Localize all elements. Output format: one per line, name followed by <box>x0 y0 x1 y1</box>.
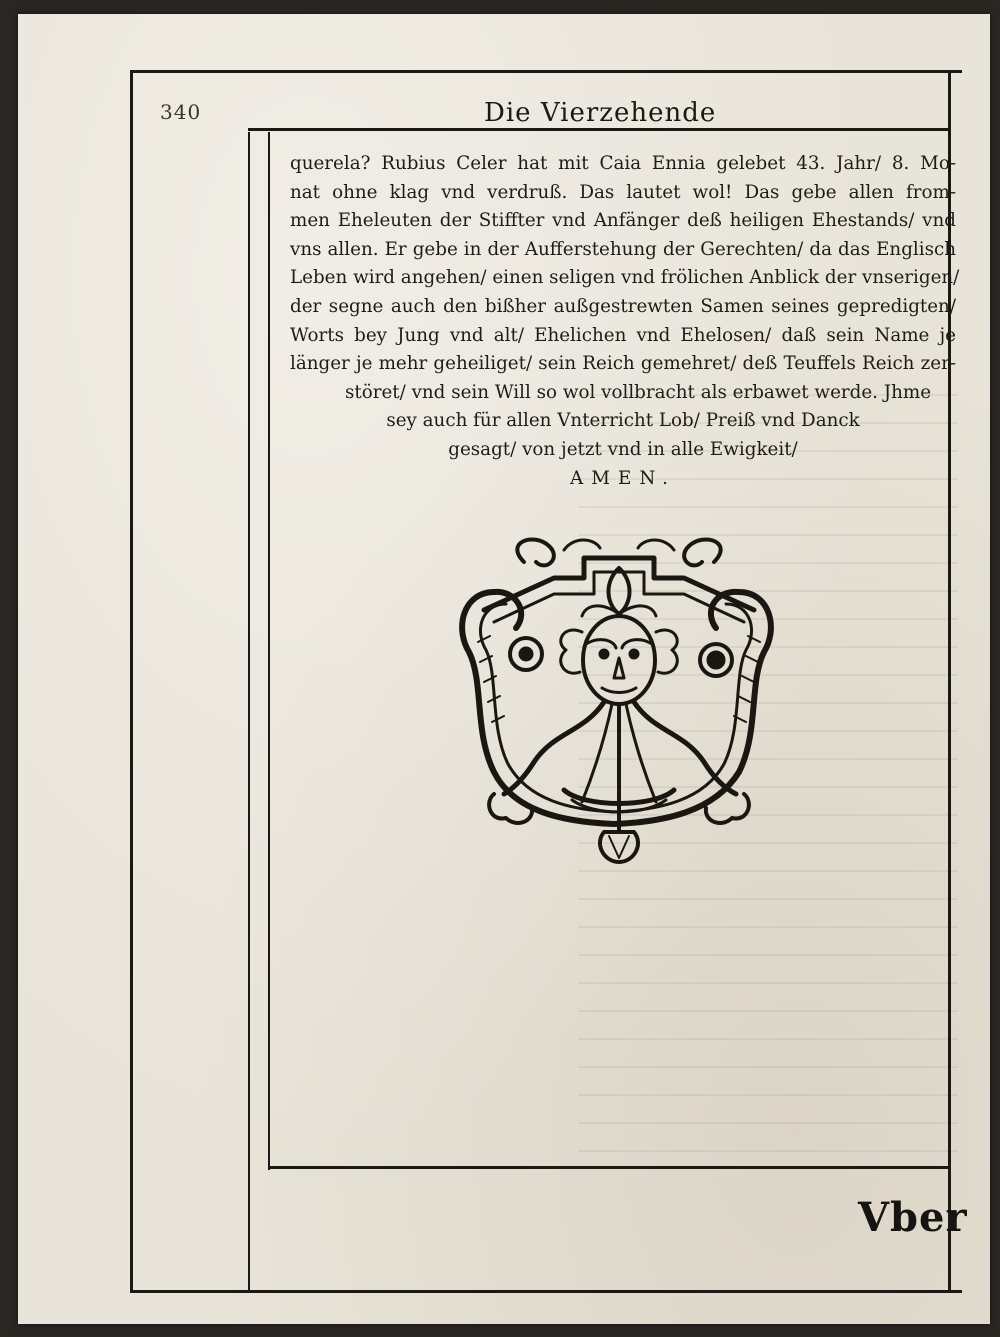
text-line: störet/ vnd sein Will so wol vollbracht als erbawet werde. Jhme <box>344 381 932 403</box>
margin-column-rule <box>268 132 270 1170</box>
running-title: Die Vierzehende <box>484 98 717 128</box>
book-page <box>18 14 990 1324</box>
header-rule <box>248 128 948 131</box>
frame-top-rule <box>130 70 962 73</box>
text-line: sey auch für allen Vnterricht Lob/ Preiß vnd Danck <box>386 410 860 432</box>
inner-left-rule <box>248 132 250 1292</box>
text-line: men Eheleuten der Stiffter vnd Anfänger deß heiligen Ehestands/ vnd <box>290 210 956 232</box>
text-line: querela? Rubius Celer hat mit Caia Ennia gelebet 43. Jahr/ 8. Mo- <box>290 153 956 174</box>
body-text <box>290 150 960 493</box>
text-line: Leben wird angehen/ einen seligen vnd frölichen Anblick der vnserigen/ <box>290 267 960 289</box>
frame-left-rule <box>130 70 133 1292</box>
page-number: 340 <box>160 100 202 124</box>
text-line: nat ohne klag vnd verdruß. Das lautet wol! Das gebe allen from- <box>290 181 956 203</box>
catchword: Vber <box>858 1194 968 1241</box>
frame-bottom-rule <box>130 1290 962 1293</box>
bottom-text-rule <box>268 1166 948 1169</box>
text-line: länger je mehr geheiliget/ sein Reich gemehret/ deß Teuffels Reich zer- <box>290 353 956 375</box>
text-line: vns allen. Er gebe in der Aufferstehung der Gerechten/ da das Englisch <box>290 238 956 260</box>
text-line: Worts bey Jung vnd alt/ Ehelichen vnd Ehelosen/ daß sein Name je <box>290 324 956 346</box>
text-line: gesagt/ von jetzt vnd in alle Ewigkeit/ <box>448 438 798 460</box>
text-line: der segne auch den bißher außgestrewten Samen seines gepredigten/ <box>290 295 956 317</box>
grotesque-mask-ornament-icon <box>454 532 784 872</box>
amen-line: AMEN. <box>570 467 676 489</box>
